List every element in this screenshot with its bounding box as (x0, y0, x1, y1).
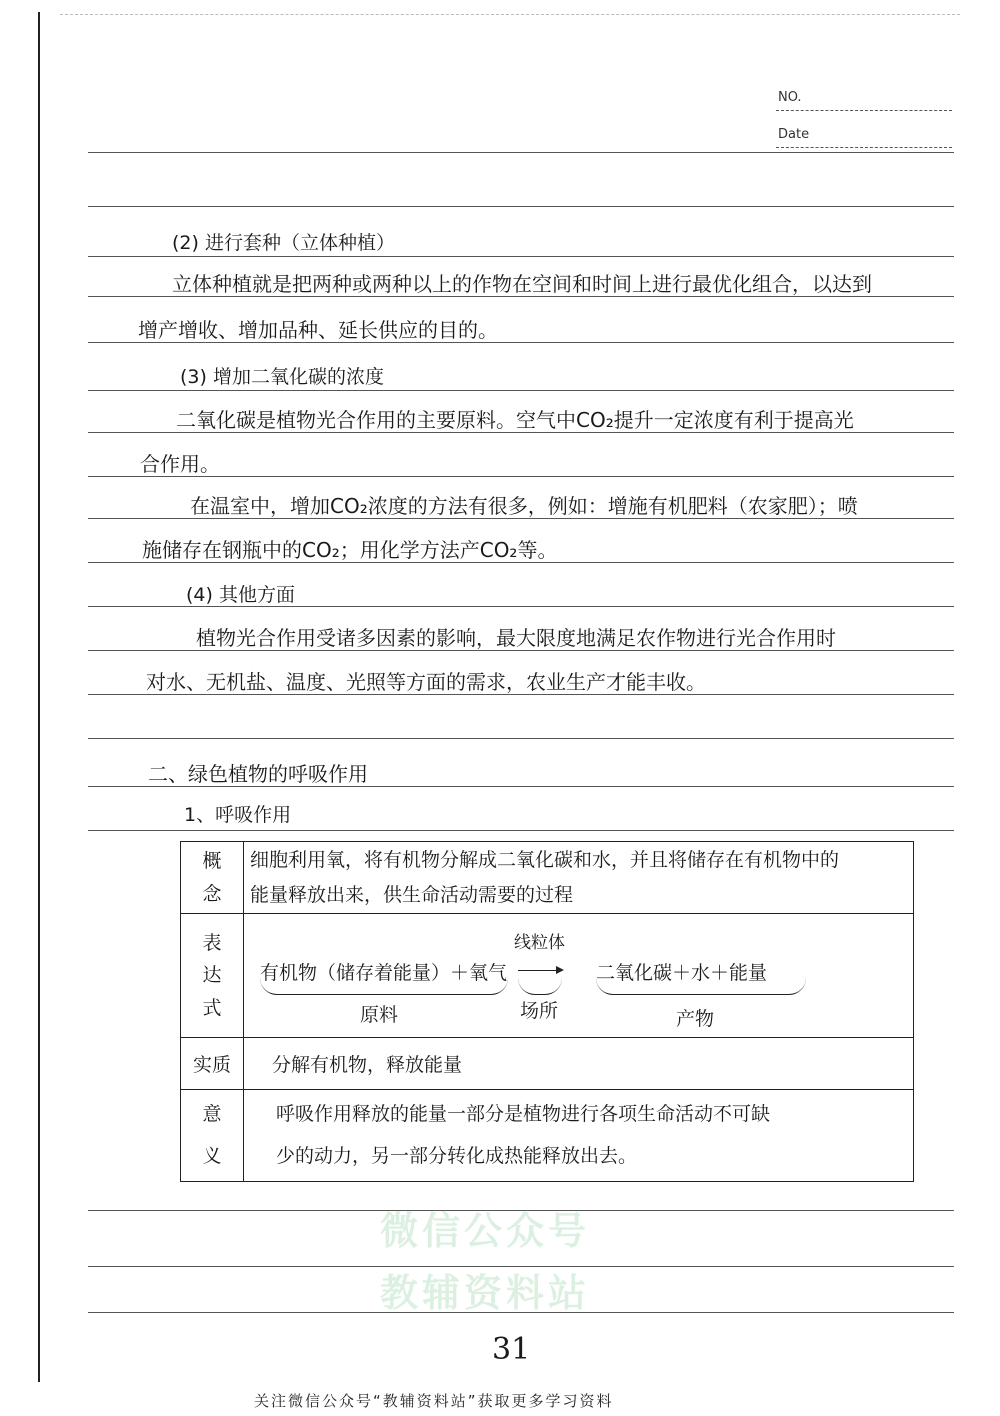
subheading-respiration: 1、呼吸作用 (184, 804, 292, 826)
respiration-table (180, 841, 914, 1182)
concept-label: 概 念 (181, 842, 244, 914)
text-line: 在温室中，增加CO₂浓度的方法有很多，例如：增施有机肥料（农家肥）；喷 (190, 494, 858, 518)
no-label: NO. (778, 90, 802, 105)
expression-label: 表 达 式 (181, 914, 244, 1038)
top-edge (60, 14, 960, 15)
ruled-line (88, 432, 954, 433)
expr-products: 二氧化碳＋水＋能量 (596, 961, 768, 984)
table-row (181, 1090, 914, 1182)
ruled-line (88, 830, 954, 831)
watermark-line-1: 微信公众号 (380, 1209, 591, 1253)
margin-line (38, 12, 40, 1382)
watermark-line-2: 教辅资料站 (380, 1271, 591, 1315)
brace-site (518, 978, 562, 995)
ruled-line (88, 694, 954, 695)
label-products: 产物 (676, 1007, 715, 1030)
label-site: 场所 (520, 999, 559, 1022)
ruled-line (88, 476, 954, 477)
text-line: 植物光合作用受诸多因素的影响，最大限度地满足农作物进行光合作用时 (196, 626, 836, 650)
meaning-text: 呼吸作用释放的能量一部分是植物进行各项生命活动不可缺 少的动力，另一部分转化成热能释放出去。 (244, 1090, 914, 1182)
brace-products (596, 978, 806, 995)
no-line (776, 110, 952, 111)
expression-cell (244, 914, 914, 1038)
ruled-line (88, 256, 954, 257)
heading-intercropping: (2) 进行套种（立体种植） (172, 232, 395, 254)
ruled-line (88, 606, 954, 607)
table-row (181, 1038, 914, 1090)
ruled-line (88, 342, 954, 343)
heading-other: (4) 其他方面 (186, 584, 295, 606)
text-line: 合作用。 (140, 452, 220, 476)
ruled-line (88, 390, 954, 391)
ruled-line (88, 152, 954, 153)
ruled-line (88, 650, 954, 651)
ruled-line (88, 562, 954, 563)
text-line: 立体种植就是把两种或两种以上的作物在空间和时间上进行最优化组合，以达到 (172, 272, 872, 296)
ruled-line (88, 296, 954, 297)
meaning-label: 意 义 (181, 1090, 244, 1182)
heading-co2: (3) 增加二氧化碳的浓度 (180, 366, 384, 388)
concept-text: 细胞利用氧，将有机物分解成二氧化碳和水，并且将储存在有机物中的 能量释放出来，供生命活动需要的过程 (244, 842, 914, 914)
expr-reactants: 有机物（储存着能量）＋氧气 (260, 961, 508, 984)
expr-arrow-label: 线粒体 (514, 932, 565, 953)
ruled-line (88, 518, 954, 519)
text-line: 二氧化碳是植物光合作用的主要原料。空气中CO₂提升一定浓度有利于提高光 (176, 408, 854, 432)
text-line: 增产增收、增加品种、延长供应的目的。 (138, 318, 498, 342)
brace-reactants (260, 978, 508, 995)
text-line: 对水、无机盐、温度、光照等方面的需求，农业生产才能丰收。 (146, 670, 706, 694)
page-number: 31 (492, 1332, 531, 1367)
text-line: 施储存在钢瓶中的CO₂；用化学方法产CO₂等。 (142, 538, 558, 562)
essence-text: 分解有机物，释放能量 (244, 1038, 914, 1090)
label-raw-materials: 原料 (360, 1003, 399, 1026)
reaction-arrow-icon (518, 970, 562, 971)
ruled-line (88, 786, 954, 787)
date-line (776, 147, 952, 148)
essence-label: 实质 (181, 1038, 244, 1090)
table-row (181, 842, 914, 914)
ruled-line (88, 206, 954, 207)
footer-note: 关注微信公众号“教辅资料站”获取更多学习资料 (254, 1392, 614, 1410)
table-row (181, 914, 914, 1038)
ruled-line (88, 738, 954, 739)
date-label: Date (778, 127, 810, 142)
section-heading-respiration: 二、绿色植物的呼吸作用 (148, 762, 368, 786)
